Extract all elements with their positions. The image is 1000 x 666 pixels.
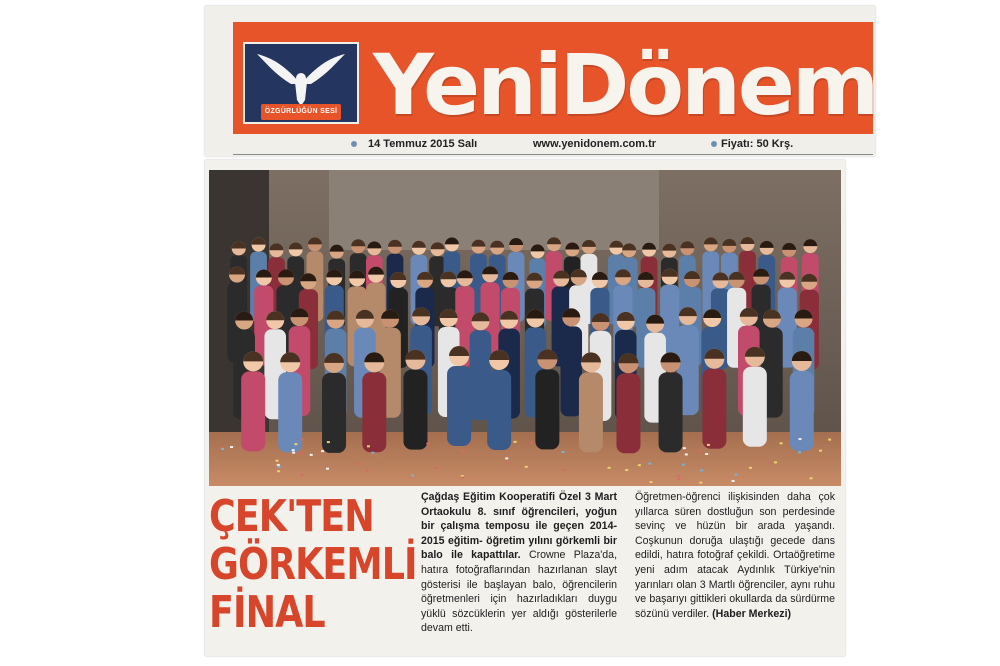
group-photo (209, 170, 841, 486)
masthead-rule (233, 154, 873, 155)
article-body-text: Crowne Plaza'da, hatıra fotoğraflarından hazırlanan slayt gösterisi ile başlayan balo, öğrencilerin öğretmenleri için hazırladıkları duygu yüklü sözcüklerin yer aldığı gösterilerle devam etti. (421, 549, 618, 635)
article-lead: Çağdaş Eğitim Kooperatifi Özel 3 Mart Ortaokulu 8. sınıf öğrencileri, yoğun bir çalışma temposu ile geçen 2014-2015 eğitim- öğretim yılını görkemli bir balo ile kapattılar. (421, 491, 617, 562)
issue-date: 14 Temmuz 2015 Salı (368, 138, 478, 150)
headline-line: ÇEK'TEN (209, 491, 374, 542)
website: www.yenidonem.com.tr (533, 138, 657, 150)
logo-motto: ÖZGÜRLÜĞÜN SESİ (261, 104, 341, 120)
newspaper-masthead (205, 6, 875, 156)
pin-icon (351, 141, 357, 147)
headline-line: FİNAL (209, 587, 325, 638)
pin-icon (711, 141, 717, 147)
graduation-group-photo (209, 170, 841, 486)
article-clipping (205, 160, 845, 656)
headline-line: GÖRKEMLİ (209, 539, 417, 590)
newspaper-title: YeniDönem (373, 36, 877, 134)
article-column-2 (635, 490, 835, 621)
article-body-text: Öğretmen-öğrenci ilişkisinden daha çok yıllarca süren dostluğun son perdesinde sevinç ve hüzün bir arada yaşandı. Coşkunun doruğa ulaştığı gecede dans edildi, hatıra fotoğraf çekildi. Ortaöğretime yeni adım atacak Aydınlık Türkiye'nin yarınları olan 3 Martlı öğrenciler, aynı ruhu ve başarıyı gittikleri okullarda da sürdürme sözünü verdiler. (635, 491, 835, 620)
eagle-logo (243, 42, 359, 124)
masthead-info-bar (233, 136, 873, 154)
article-byline: (Haber Merkezi) (712, 607, 792, 620)
price: Fiyatı: 50 Krş. (721, 138, 794, 150)
article-headline (209, 491, 417, 651)
article-column-1 (421, 490, 617, 636)
